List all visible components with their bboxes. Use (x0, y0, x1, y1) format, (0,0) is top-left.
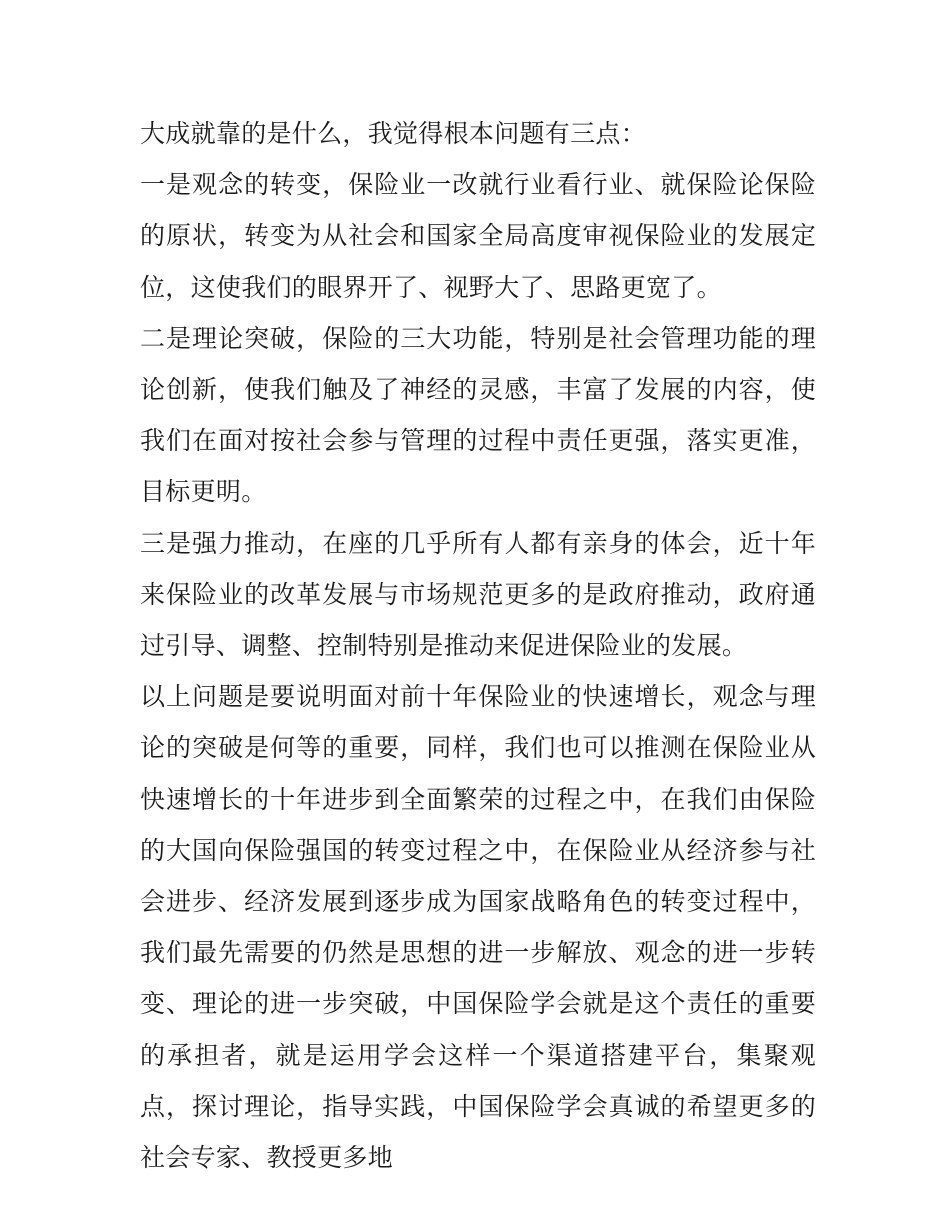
paragraph-point-three: 三是强力推动，在座的几乎所有人都有亲身的体会，近十年来保险业的改革发展与市场规范更多的是政府推动，政府通过引导、调整、控制特别是推动来促进保险业的发展。 (140, 528, 816, 661)
paragraph-point-one: 一是观念的转变，保险业一改就行业看行业、就保险论保险的原状，转变为从社会和国家全局高度审视保险业的发展定位，这使我们的眼界开了、视野大了、思路更宽了。 (140, 170, 816, 302)
paragraph-intro: 大成就靠的是什么，我觉得根本问题有三点： (140, 119, 647, 148)
paragraph-point-two: 二是理论突破，保险的三大功能，特别是社会管理功能的理论创新，使我们触及了神经的灵感，丰富了发展的内容，使我们在面对按社会参与管理的过程中责任更强，落实更准，目标更明。 (140, 323, 816, 507)
document-body (140, 108, 816, 1183)
paragraph-conclusion: 以上问题是要说明面对前十年保险业的快速增长，观念与理论的突破是何等的重要，同样，我们也可以推测在保险业从快速增长的十年进步到全面繁荣的过程之中，在我们由保险的大国向保险强国的转变过程之中，在保险业从经济参与社会进步、经济发展到逐步成为国家战略角色的转变过程中，我们最先需要的仍然是思想的进一步解放、观念的进一步转变、理论的进一步突破，中国保险学会就是这个责任的重要的承担者，就是运用学会这样一个渠道搭建平台，集聚观点，探讨理论，指导实践，中国保险学会真诚的希望更多的社会专家、教授更多地 (140, 682, 816, 1173)
